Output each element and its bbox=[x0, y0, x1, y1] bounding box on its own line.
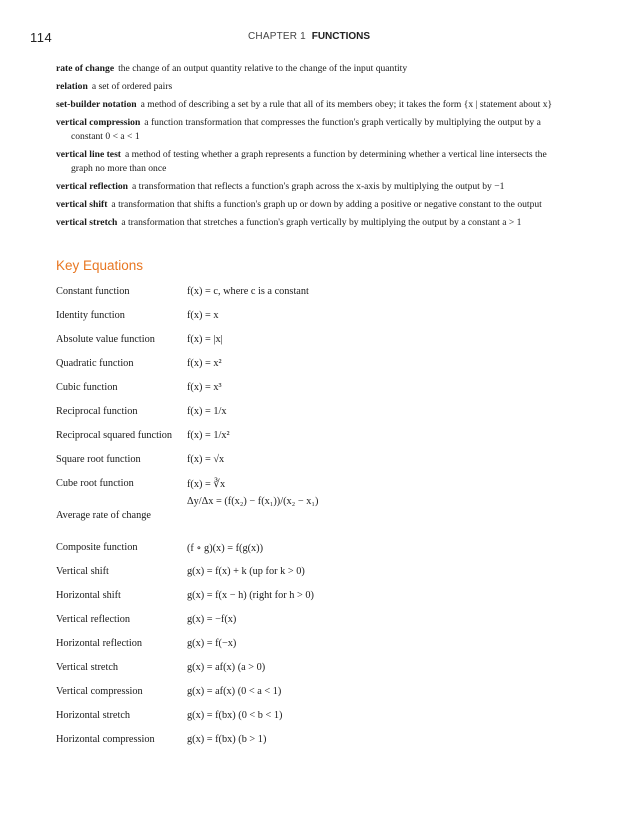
glossary-term: vertical compression bbox=[56, 117, 141, 128]
equation-formula: f(x) = x³ bbox=[187, 382, 222, 393]
glossary-term: relation bbox=[56, 81, 88, 92]
equation-name: Horizontal reflection bbox=[56, 638, 143, 649]
equation-name: Average rate of change bbox=[56, 510, 151, 521]
glossary-definition: a transformation that reflects a function's graph across the x-axis by multiplying the output by −1 bbox=[132, 181, 505, 192]
equation-name: Horizontal stretch bbox=[56, 710, 131, 721]
equation-name: Composite function bbox=[56, 542, 138, 553]
equation-row bbox=[56, 448, 576, 472]
glossary-definition: a function transformation that compresses the function's graph vertically by multiplying the output by a constant 0 < a < 1 bbox=[71, 117, 541, 142]
glossary-entry bbox=[56, 216, 566, 230]
equation-row bbox=[56, 728, 576, 752]
glossary-entry bbox=[56, 62, 566, 76]
key-equations-table bbox=[56, 280, 576, 752]
equation-formula: f(x) = |x| bbox=[187, 334, 223, 345]
glossary-list bbox=[56, 62, 566, 234]
equation-formula: g(x) = −f(x) bbox=[187, 614, 237, 625]
equation-row bbox=[56, 704, 576, 728]
equation-formula: g(x) = f(−x) bbox=[187, 638, 237, 649]
equation-name: Vertical shift bbox=[56, 566, 109, 577]
glossary-term: rate of change bbox=[56, 63, 115, 74]
glossary-entry bbox=[56, 180, 566, 194]
key-equations-heading: Key Equations bbox=[56, 258, 144, 273]
equation-row bbox=[56, 560, 576, 584]
equation-formula: f(x) = x bbox=[187, 310, 219, 321]
glossary-entry bbox=[56, 148, 566, 176]
equation-row bbox=[56, 328, 576, 352]
equation-formula: g(x) = f(x − h) (right for h > 0) bbox=[187, 590, 314, 601]
equation-formula: f(x) = 1/x² bbox=[187, 430, 230, 441]
equation-row bbox=[56, 496, 576, 536]
glossary-entry bbox=[56, 80, 566, 94]
equation-formula: g(x) = f(bx) (b > 1) bbox=[187, 734, 267, 745]
chapter-title: FUNCTIONS bbox=[311, 31, 371, 42]
equation-name: Horizontal shift bbox=[56, 590, 121, 601]
equation-row bbox=[56, 608, 576, 632]
equation-formula: g(x) = af(x) (a > 0) bbox=[187, 662, 266, 673]
equation-name: Reciprocal squared function bbox=[56, 430, 173, 441]
equation-name: Cube root function bbox=[56, 478, 134, 489]
equation-formula: f(x) = x² bbox=[187, 358, 222, 369]
glossary-entry bbox=[56, 198, 566, 212]
glossary-definition: a method of testing whether a graph represents a function by determining whether a vertical line intersects the graph no more than once bbox=[71, 149, 547, 174]
glossary-definition: a set of ordered pairs bbox=[91, 81, 173, 92]
glossary-definition: a transformation that shifts a function's graph up or down by adding a positive or negative constant to the output bbox=[111, 199, 542, 210]
equation-row bbox=[56, 680, 576, 704]
equation-row bbox=[56, 584, 576, 608]
equation-formula: g(x) = f(bx) (0 < b < 1) bbox=[187, 710, 283, 721]
equation-name: Constant function bbox=[56, 286, 130, 297]
equation-row bbox=[56, 280, 576, 304]
equation-row bbox=[56, 424, 576, 448]
page-number: 114 bbox=[30, 30, 53, 45]
glossary-entry bbox=[56, 98, 566, 112]
equation-name: Cubic function bbox=[56, 382, 118, 393]
equation-row bbox=[56, 536, 576, 560]
glossary-definition: the change of an output quantity relative to the change of the input quantity bbox=[118, 63, 408, 74]
equation-row bbox=[56, 376, 576, 400]
glossary-term: vertical line test bbox=[56, 149, 121, 160]
equation-name: Reciprocal function bbox=[56, 406, 138, 417]
glossary-definition: a transformation that stretches a function's graph vertically by multiplying the output by a constant a > 1 bbox=[121, 217, 522, 228]
equation-name: Vertical compression bbox=[56, 686, 143, 697]
chapter-label: CHAPTER 1 bbox=[248, 31, 306, 42]
glossary-term: vertical shift bbox=[56, 199, 108, 210]
equation-formula: f(x) = 1/x bbox=[187, 406, 227, 417]
equation-formula: g(x) = f(x) + k (up for k > 0) bbox=[187, 566, 305, 577]
equation-formula: f(x) = c, where c is a constant bbox=[187, 286, 309, 297]
glossary-term: vertical reflection bbox=[56, 181, 129, 192]
equation-row bbox=[56, 304, 576, 328]
glossary-definition: a method of describing a set by a rule that all of its members obey; it takes the form {x | statement about x} bbox=[140, 99, 553, 110]
equation-name: Quadratic function bbox=[56, 358, 134, 369]
equation-formula: g(x) = af(x) (0 < a < 1) bbox=[187, 686, 282, 697]
glossary-term: set-builder notation bbox=[56, 99, 137, 110]
equation-formula: f(x) = ∛x bbox=[187, 479, 226, 490]
equation-name: Absolute value function bbox=[56, 334, 155, 345]
equation-row bbox=[56, 400, 576, 424]
equation-name: Vertical stretch bbox=[56, 662, 119, 673]
equation-formula: Δy/Δx = (f(x₂) − f(x₁))/(x₂ − x₁) bbox=[187, 496, 319, 507]
equation-name: Horizontal compression bbox=[56, 734, 155, 745]
equation-name: Vertical reflection bbox=[56, 614, 131, 625]
equation-name: Square root function bbox=[56, 454, 141, 465]
equation-formula: f(x) = √x bbox=[187, 454, 225, 465]
glossary-entry bbox=[56, 116, 566, 144]
equation-row bbox=[56, 656, 576, 680]
equation-formula: (f ∘ g)(x) = f(g(x)) bbox=[187, 543, 264, 554]
running-head bbox=[248, 31, 370, 42]
equation-row bbox=[56, 472, 576, 496]
equation-row bbox=[56, 352, 576, 376]
equation-name: Identity function bbox=[56, 310, 125, 321]
equation-row bbox=[56, 632, 576, 656]
glossary-term: vertical stretch bbox=[56, 217, 118, 228]
